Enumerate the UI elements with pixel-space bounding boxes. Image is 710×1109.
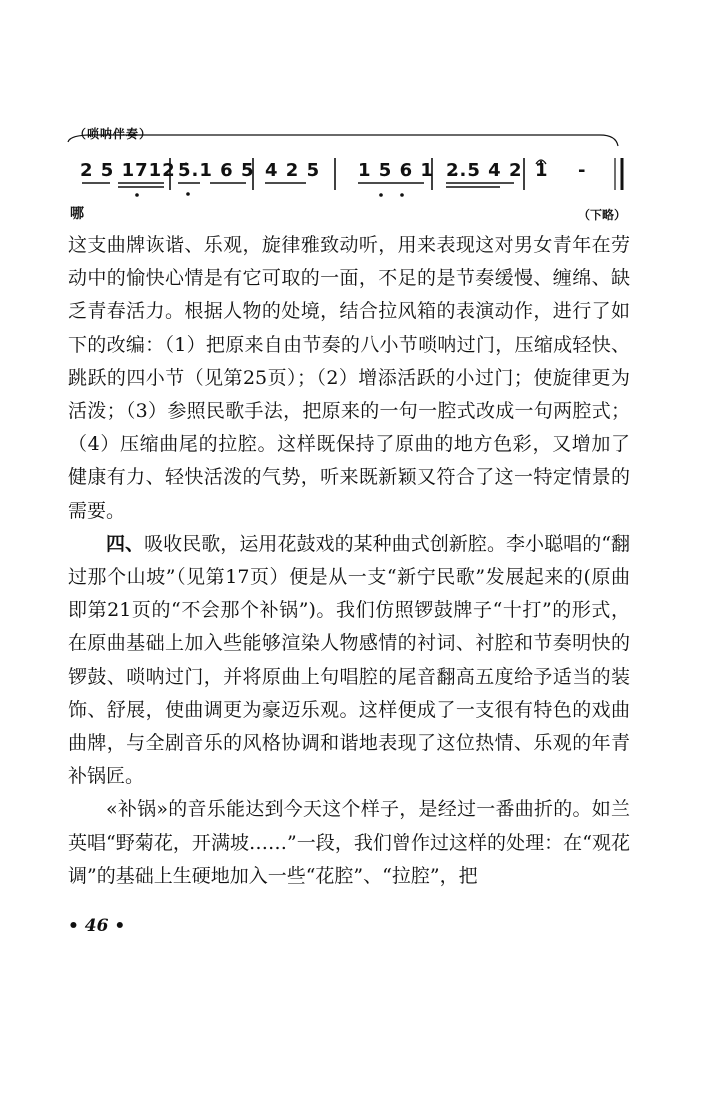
paragraph-2 [68,528,630,794]
measure-1: 2 5 1712 [80,160,176,181]
measure-4: 1 5 6 1 [358,160,434,181]
measure-5: 2.5 4 2 [446,160,523,181]
page-number: • 46 • [68,916,126,936]
lyric: 哪 [70,206,84,222]
measure-3: 4 2 5 [265,160,321,181]
measure-2: 5.1 6 5 [178,160,255,181]
section-heading: 四、 [106,532,145,555]
paragraph-2-text: 吸收民歌，运用花鼓戏的某种曲式创新腔。李小聪唱的“翻过那个山坡”（见第17页）便是从一支“新宁民歌”发展起来的(原曲即第21页的“不会那个补锅”)。我们仿照锣鼓牌子“十打”的形式，在原曲基础上加入些能够渲染人物感情的衬词、衬腔和节奏明快的锣鼓、唢呐过门，并将原曲上句唱腔的尾音翻高五度给予适当的装饰、舒展，使曲调更为豪迈乐观。这样便成了一支很有特色的戏曲曲牌，与全剧音乐的风格协调和谐地表现了这位热情、乐观的年青补锅匠。 [68,532,630,788]
paragraph-3: «补锅»的音乐能达到今天这个样子，是经过一番曲折的。如兰英唱“野菊花，开满坡……”一段，我们曾作过这样的处理：在“观花调”的基础上生硬地加入一些“花腔”、“拉腔”，把 [68,798,630,887]
measure-7: - [578,160,587,181]
accompaniment-label: （唢呐伴奏） [74,127,153,141]
paragraph-1: 这支曲牌诙谐、乐观，旋律雅致动听，用来表现这对男女青年在劳动中的愉快心情是有它可取的一面，不足的是节奏缓慢、缠绵、缺乏青春活力。根据人物的处境，结合拉风箱的表演动作，进行了如下的改编：（1）把原来自由节奏的八小节唢呐过门，压缩成轻快、跳跃的四小节（见第25页）；（2）增添活跃的小过门；使旋律更为活泼；（3）参照民歌手法，把原来的一句一腔式改成一句两腔式；（4）压缩曲尾的拉腔。这样既保持了原曲的地方色彩，又增加了健康有力、轻快活泼的气势，听来既新颖又符合了这一特定情景的需要。 [68,234,630,522]
measure-6: 1 [535,160,549,181]
body-text [68,229,630,893]
music-score [60,120,640,225]
omitted-note: （下略） [577,208,626,222]
